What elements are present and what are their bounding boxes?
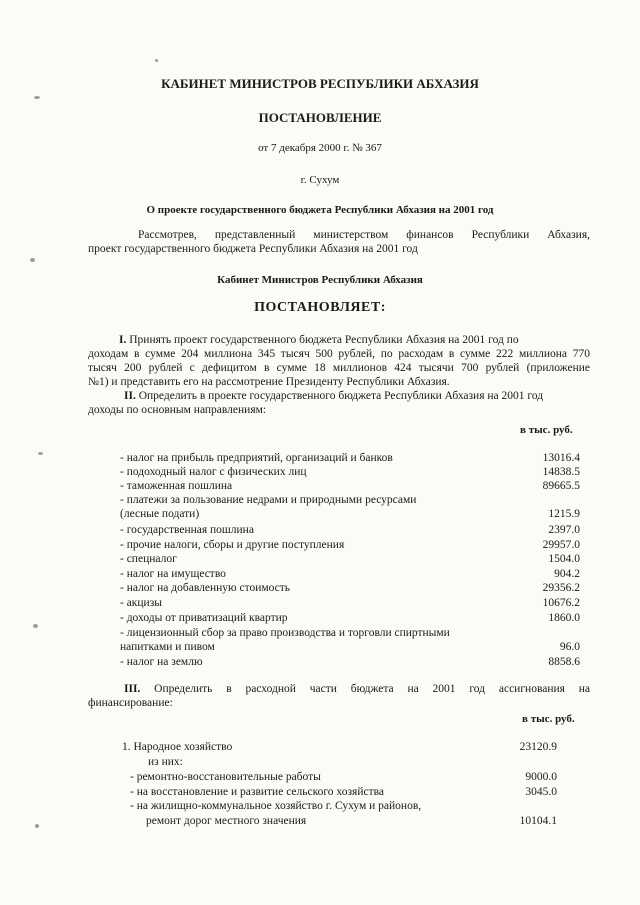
- preamble-line-2: проект государственного бюджета Республики Абхазия на 2001 год: [88, 243, 418, 255]
- income-label: - доходы от приватизаций квартир: [120, 612, 288, 624]
- income-value: 13016.4: [542, 452, 580, 464]
- document-type: ПОСТАНОВЛЕНИЕ: [258, 110, 382, 125]
- income-label: - налог на прибыль предприятий, организаций и банков: [120, 452, 393, 464]
- section-1-line-3: тысяч 200 рублей с дефицитом в сумме 18 миллионов 424 тысячи 700 рублей (приложение: [88, 362, 590, 374]
- income-value: 1504.0: [548, 553, 580, 565]
- expense-label: - на жилищно-коммунальное хозяйство г. Сухум и районов,: [130, 800, 422, 812]
- expense-label: из них:: [148, 756, 183, 768]
- expense-label: - на восстановление и развитие сельского хозяйства: [130, 786, 384, 798]
- resolves-heading: ПОСТАНОВЛЯЕТ:: [254, 300, 386, 315]
- city: г. Сухум: [300, 174, 340, 186]
- section-1-line-4: №1) и представить его на рассмотрение Президенту Республики Абхазия.: [88, 376, 450, 388]
- income-value: 29957.0: [542, 539, 580, 551]
- scan-speck: [155, 59, 158, 62]
- section-3-line-1: Определить в расходной части бюджета на 2001 год ассигнования на: [154, 683, 591, 695]
- income-label: - подоходный налог с физических лиц: [120, 466, 307, 478]
- income-value: 1215.9: [548, 508, 580, 520]
- expense-label: - ремонтно-восстановительные работы: [130, 771, 321, 783]
- section-1-number: I.: [119, 334, 127, 346]
- income-label: - таможенная пошлина: [120, 480, 233, 492]
- section-2-unit: в тыс. руб.: [520, 424, 573, 436]
- section-1-line-2: доходам в сумме 204 миллиона 345 тысяч 500 рублей, по расходам в сумме 222 миллиона 770: [88, 348, 590, 360]
- income-label: - спецналог: [120, 553, 177, 565]
- scan-speck: [35, 824, 39, 828]
- income-value: 1860.0: [548, 612, 580, 624]
- income-label: - налог на имущество: [120, 568, 226, 580]
- income-label: - налог на землю: [120, 656, 203, 668]
- income-value: 14838.5: [542, 466, 580, 478]
- income-label: - государственная пошлина: [120, 524, 254, 536]
- expense-value: 3045.0: [525, 786, 557, 798]
- income-label: - акцизы: [120, 597, 162, 609]
- section-1-line-1: Принять проект государственного бюджета Республики Абхазия на 2001 год по: [129, 334, 519, 346]
- document-subject: О проекте государственного бюджета Республики Абхазия на 2001 год: [146, 204, 494, 216]
- cabinet-title: КАБИНЕТ МИНИСТРОВ РЕСПУБЛИКИ АБХАЗИЯ: [161, 76, 479, 91]
- section-2-number: II.: [124, 390, 136, 402]
- expense-value: 23120.9: [519, 741, 557, 753]
- section-2-line-1: Определить в проекте государственного бюджета Республики Абхазия на 2001 год: [138, 390, 544, 402]
- expense-value: 9000.0: [525, 771, 557, 783]
- income-value: 904.2: [554, 568, 580, 580]
- section-3-first-line: [124, 683, 590, 696]
- scan-speck: [33, 624, 38, 628]
- section-3-line-2: финансирование:: [88, 697, 173, 709]
- income-value: 96.0: [559, 641, 580, 653]
- scan-speck: [38, 452, 43, 455]
- preamble-line-1: Рассмотрев, представленный министерством финансов Республики Абхазия,: [138, 229, 590, 241]
- expense-label: 1. Народное хозяйство: [122, 741, 233, 753]
- income-label: - прочие налоги, сборы и другие поступления: [120, 539, 345, 551]
- date-number-line: от 7 декабря 2000 г. № 367: [258, 142, 382, 154]
- income-value: 89665.5: [542, 480, 580, 492]
- income-label: (лесные подати): [120, 508, 200, 520]
- section-3-unit: в тыс. руб.: [522, 713, 575, 725]
- income-value: 10676.2: [542, 597, 580, 609]
- income-label: - налог на добавленную стоимость: [120, 582, 291, 594]
- income-value: 8858.6: [548, 656, 580, 668]
- section-2-line-2: доходы по основным направлениям:: [88, 404, 267, 416]
- scan-speck: [34, 96, 40, 99]
- scan-speck: [30, 258, 35, 262]
- section-1-first-line: [119, 334, 589, 347]
- authority: Кабинет Министров Республики Абхазия: [217, 274, 423, 286]
- section-2-first-line: [124, 390, 543, 403]
- income-value: 2397.0: [548, 524, 580, 536]
- expense-value: 10104.1: [519, 815, 557, 827]
- income-label: напитками и пивом: [120, 641, 215, 653]
- income-label: - платежи за пользование недрами и природными ресурсами: [120, 494, 417, 506]
- income-label: - лицензионный сбор за право производства и торговли спиртными: [120, 627, 450, 639]
- section-3-number: III.: [124, 683, 141, 695]
- income-value: 29356.2: [542, 582, 580, 594]
- expense-label: ремонт дорог местного значения: [146, 815, 307, 827]
